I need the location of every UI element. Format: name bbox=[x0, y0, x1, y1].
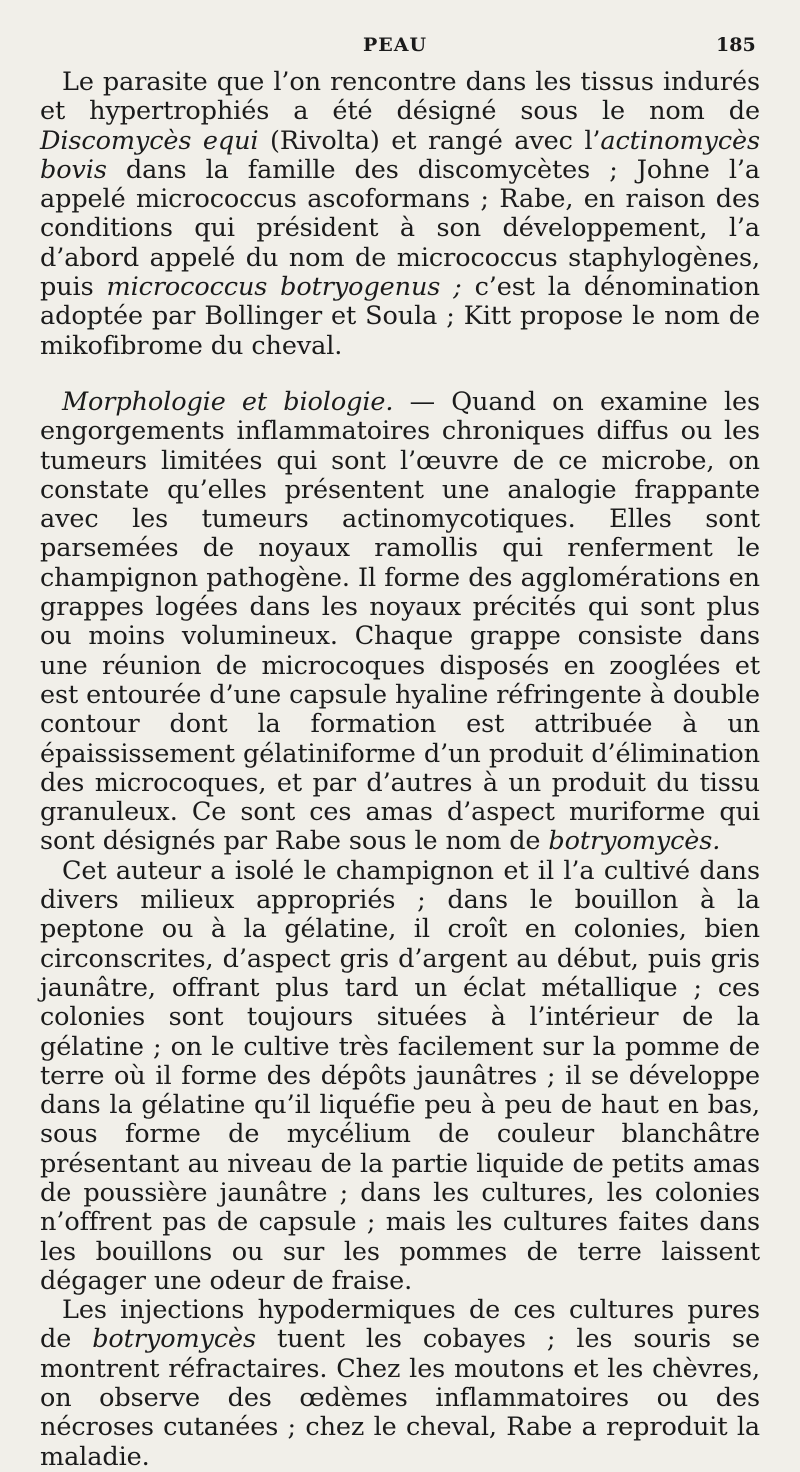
text-run: tuent les cobayes ; les souris se montrent réfractaires. Chez les moutons et les chèvres, on observe des œdèmes inflammatoires ou des nécroses cutanées ; chez le cheval, Rabe a reproduit la maladie. bbox=[40, 1324, 760, 1472]
section-heading: Morphologie et biologie. bbox=[62, 386, 394, 417]
italic-term: actinomycès bovis bbox=[40, 125, 760, 185]
italic-term: micrococcus botryogenus ; bbox=[106, 272, 462, 303]
text-run: — Quand on examine les engorgements inflammatoires chroniques diffus ou les tumeurs limitées qui sont l’œuvre de ce microbe, on constate qu’elles présentent une analogie frappante avec les tumeurs actinomycotiques. Elles sont parsemées de noyaux ramollis qui renferment le champignon pathogène. Il forme des agglomérations en grappes logées dans les noyaux précités qui sont plus ou moins volumineux. Chaque grappe consiste dans une réunion de microcoques disposés en zooglées et est entourée d’une capsule hyaline réfringente à double contour dont la formation est attribuée à un épaississement gélatiniforme d’un produit d’élimination des microcoques, et par d’autres à un produit du tissu granuleux. Ce sont ces amas d’aspect muriforme qui sont désignés par Rabe sous le nom de bbox=[40, 386, 761, 857]
paragraph-morphology bbox=[40, 388, 760, 857]
running-header bbox=[0, 30, 800, 60]
running-title: PEAU bbox=[363, 34, 428, 56]
paragraph-injections bbox=[40, 1296, 760, 1472]
page-number: 185 bbox=[716, 34, 756, 56]
text-run: Les injections hypodermiques de ces cultures pures de bbox=[40, 1295, 760, 1355]
text-run: dans la famille des discomycètes ; Johne l’a appelé micrococcus ascoformans ; Rabe, en raison des conditions qui président à son développement, l’a d’abord appelé du nom de micrococcus staphylogènes, puis bbox=[40, 154, 760, 303]
text-run: c’est la dénomination adoptée par Bollinger et Soula ; Kitt propose le nom de mikofibrome du cheval. bbox=[40, 272, 760, 361]
paragraph-cultures bbox=[40, 857, 760, 1296]
text-run: Le parasite que l’on rencontre dans les tissus indurés et hypertrophiés a été désigné sous le nom de bbox=[40, 67, 760, 127]
body-text bbox=[40, 68, 760, 1472]
paragraph-nomenclature bbox=[40, 68, 760, 361]
italic-term: Discomycès equi bbox=[40, 125, 259, 156]
text-run: Cet auteur a isolé le champignon et il l’a cultivé dans divers milieux appropriés ; dans le bouillon à la peptone ou à la gélatine, il croît en colonies, bien circonscrites, d’aspect gris d’argent au début, puis gris jaunâtre, offrant plus tard un éclat métallique ; ces colonies sont toujours situées à l’intérieur de la gélatine ; on le cultive très facilement sur la pomme de terre où il forme des dépôts jaunâtres ; il se développe dans la gélatine qu’il liquéfie peu à peu de haut en bas, sous forme de mycélium de couleur blanchâtre présentant au niveau de la partie liquide de petits amas de poussière jaunâtre ; dans les cultures, les colonies n’offrent pas de capsule ; mais les cultures faites dans les bouillons ou sur les pommes de terre laissent dégager une odeur de fraise. bbox=[40, 855, 760, 1296]
text-run: (Rivolta) et rangé avec l’ bbox=[258, 125, 601, 156]
italic-term: botryomycès. bbox=[548, 826, 721, 857]
italic-term: botryomycès bbox=[92, 1324, 257, 1355]
